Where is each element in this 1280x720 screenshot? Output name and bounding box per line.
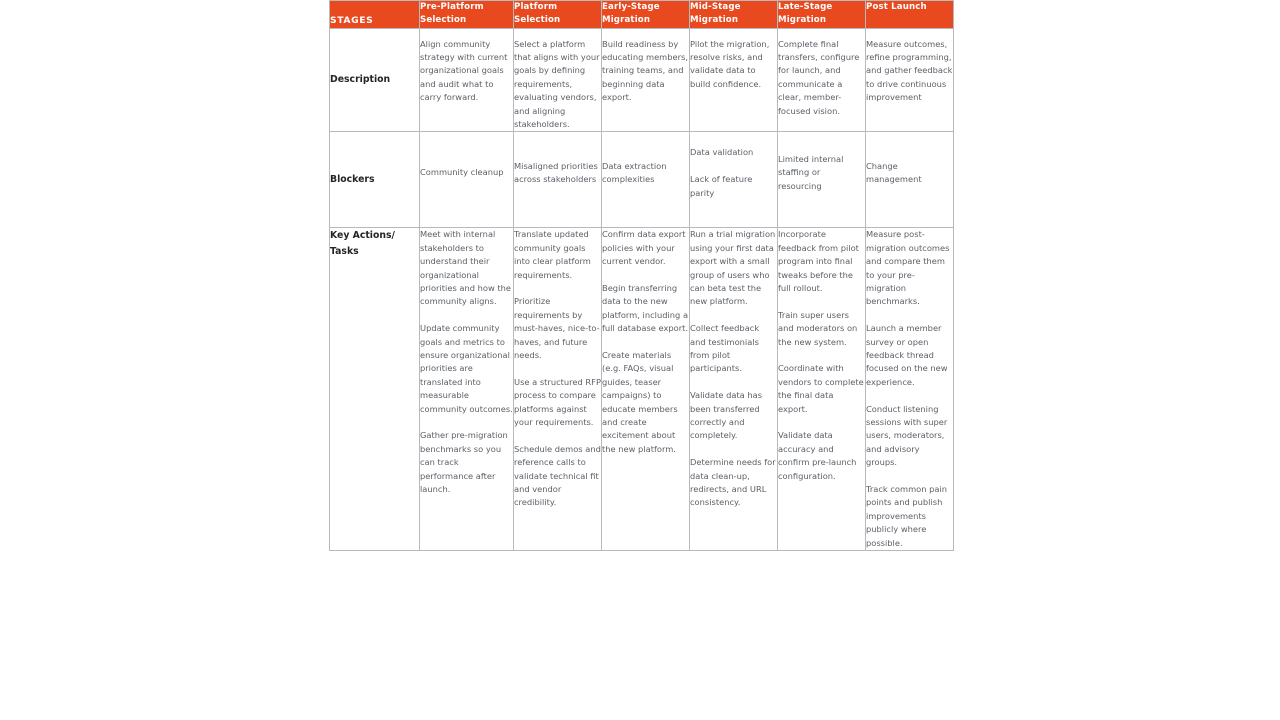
cell-key_actions_tasks-post_launch — [866, 228, 954, 551]
cell-blockers-post_launch — [866, 132, 954, 228]
cell-description-early_stage_migration — [602, 28, 690, 132]
cell-paragraph: Determine needs for data clean-up, redirects, and URL consistency. — [690, 457, 776, 508]
cell-paragraph: Pilot the migration, resolve risks, and validate data to build confidence. — [690, 38, 770, 89]
cell-paragraph: Prioritize requirements by must-haves, nice-to-haves, and future needs. — [514, 296, 600, 360]
cell-blockers-early_stage_migration — [602, 132, 690, 228]
cell-paragraph: Confirm data export policies with your current vendor. — [602, 229, 686, 267]
cell-paragraph: Use a structured RFP process to compare platforms against your requirements. — [514, 376, 601, 427]
cell-blockers-pre_platform_selection — [420, 132, 514, 228]
cell-paragraph: Launch a member survey or open feedback thread focused on the new experience. — [866, 323, 948, 387]
column-header-pre-platform-selection: Pre-Platform Selection — [420, 1, 514, 29]
cell-paragraph: Complete final transfers, configure for launch, and communicate a clear, member-focused vision. — [778, 38, 860, 116]
cell-paragraph: Measure outcomes, refine programming, and gather feedback to drive continuous improvement — [866, 38, 953, 103]
row-label-line: Blockers — [330, 173, 375, 185]
cell-paragraph: Community cleanup — [420, 167, 504, 178]
cell-description-late_stage_migration — [778, 28, 866, 132]
column-header-stages: STAGES — [330, 1, 420, 29]
cell-paragraph: Collect feedback and testimonials from pilot participants. — [690, 323, 760, 374]
cell-paragraph: Data validation — [690, 147, 754, 158]
migration-stages-table — [329, 0, 954, 551]
cell-description-pre_platform_selection — [420, 28, 514, 132]
cell-paragraph: Schedule demos and reference calls to validate technical fit and vendor credibility. — [514, 443, 601, 508]
cell-paragraph: Track common pain points and publish improvements publicly where possible. — [866, 484, 948, 548]
table-row-key_actions_tasks — [330, 228, 954, 551]
cell-description-platform_selection — [514, 28, 602, 132]
row-label-line: Description — [330, 73, 391, 85]
cell-paragraph: Limited internal staffing or resourcing — [778, 154, 844, 191]
cell-blockers-platform_selection — [514, 132, 602, 228]
column-header-platform-selection: Platform Selection — [514, 1, 602, 29]
table-row-description — [330, 28, 954, 132]
cell-paragraph: Run a trial migration using your first data export with a small group of users who can beta test the new platform. — [690, 229, 776, 307]
cell-paragraph: Validate data accuracy and confirm pre-launch configuration. — [778, 430, 857, 481]
row-label-key_actions_tasks — [330, 228, 420, 551]
cell-paragraph: Validate data has been transferred correctly and completely. — [690, 390, 763, 441]
cell-paragraph: Incorporate feedback from pilot program into final tweaks before the full rollout. — [778, 229, 859, 293]
cell-paragraph: Update community goals and metrics to ensure organizational priorities are translated into measurable community outcomes. — [420, 323, 513, 414]
cell-paragraph: Begin transferring data to the new platform, including a full database export. — [602, 282, 689, 334]
column-header-late-stage-migration: Late-Stage Migration — [778, 1, 866, 29]
cell-paragraph: Data extraction complexities — [602, 160, 667, 185]
cell-key_actions_tasks-pre_platform_selection — [420, 228, 514, 551]
row-label-blockers — [330, 132, 420, 228]
column-header-early-stage-migration: Early-Stage Migration — [602, 1, 690, 29]
cell-paragraph: Lack of feature parity — [690, 174, 753, 198]
row-label-line: Tasks — [330, 246, 359, 258]
cell-key_actions_tasks-platform_selection — [514, 228, 602, 551]
cell-description-mid_stage_migration — [690, 28, 778, 132]
cell-key_actions_tasks-early_stage_migration — [602, 228, 690, 551]
header-row — [330, 1, 954, 29]
cell-description-post_launch — [866, 28, 954, 132]
table-header — [330, 1, 954, 29]
cell-paragraph: Misaligned priorities across stakeholders — [514, 160, 598, 185]
table-row-blockers — [330, 132, 954, 228]
row-label-description — [330, 28, 420, 132]
cell-paragraph: Create materials (e.g. FAQs, visual guides, teaser campaigns) to educate members and create excitement about the new platform. — [602, 349, 678, 454]
cell-paragraph: Coordinate with vendors to complete the final data export. — [778, 363, 864, 414]
cell-paragraph: Align community strategy with current organizational goals and audit what to carry forward. — [420, 38, 508, 103]
row-label-line: Key Actions/ — [330, 230, 395, 242]
cell-paragraph: Conduct listening sessions with super users, moderators, and advisory groups. — [866, 403, 948, 468]
cell-paragraph: Meet with internal stakeholders to understand their organizational priorities and how the community aligns. — [420, 229, 512, 307]
table-body — [330, 28, 954, 551]
cell-paragraph: Change management — [866, 160, 922, 185]
cell-paragraph: Build readiness by educating members, training teams, and beginning data export. — [602, 38, 689, 103]
cell-paragraph: Train super users and moderators on the new system. — [778, 309, 858, 347]
column-header-post-launch: Post Launch — [866, 1, 954, 29]
cell-paragraph: Select a platform that aligns with your goals by defining requirements, evaluating vendors, and aligning stakeholders. — [514, 38, 600, 129]
cell-paragraph: Gather pre-migration benchmarks so you can track performance after launch. — [420, 430, 508, 495]
column-header-mid-stage-migration: Mid-Stage Migration — [690, 1, 778, 29]
stages-table-container — [329, 0, 953, 551]
cell-blockers-late_stage_migration — [778, 132, 866, 228]
cell-key_actions_tasks-mid_stage_migration — [690, 228, 778, 551]
cell-blockers-mid_stage_migration — [690, 132, 778, 228]
cell-key_actions_tasks-late_stage_migration — [778, 228, 866, 551]
cell-paragraph: Translate updated community goals into clear platform requirements. — [514, 229, 591, 280]
cell-paragraph: Measure post-migration outcomes and compare them to your pre-migration benchmarks. — [866, 229, 950, 307]
